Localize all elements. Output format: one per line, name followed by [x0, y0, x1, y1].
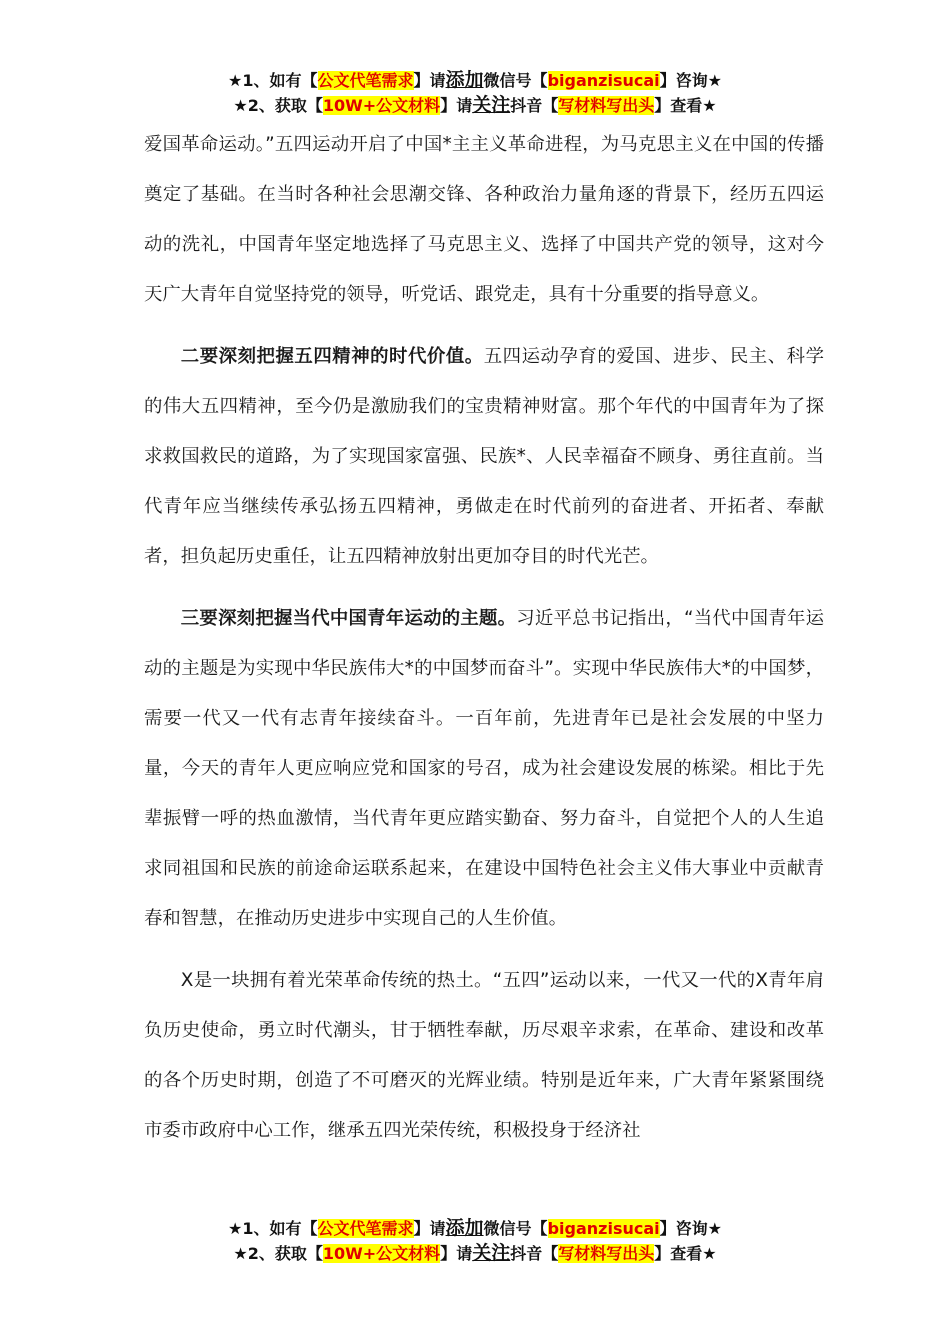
paragraph-2-text: 五四运动孕育的爱国、进步、民主、科学的伟大五四精神，至今仍是激励我们的宝贵精神财富。那个年代的中国青年为了探求救国救民的道路，为了实现国家富强、民族*、人民幸福奋不顾身、勇往直前。当代青年应当继续传承弘扬五四精神，勇做走在时代前列的奋进者、开拓者、奉献者，担负起历史重任，让五四精神放射出更加夺目的时代光芒。 — [144, 346, 824, 567]
emphasis-follow: 关注 — [472, 1242, 511, 1264]
paragraph-4: X是一块拥有着光荣革命传统的热土。“五四”运动以来，一代又一代的X青年肩负历史使命，勇立时代潮头，甘于牺牲奉献，历尽艰辛求索，在革命、建设和改革的各个历史时期，创造了不可磨灭的光辉业绩。特别是近年来，广大青年紧紧围绕市委市政府中心工作，继承五四光荣传统，积极投身于经济社 — [144, 970, 824, 1141]
header-banner — [0, 68, 950, 118]
paragraph-2-heading: 二要深刻把握五四精神的时代价值。 — [180, 346, 484, 367]
banner-text: ★2、获取【 — [233, 1244, 323, 1263]
paragraph-3-text: 习近平总书记指出，“当代中国青年运动的主题是为实现中华民族伟大*的中国梦而奋斗”。实现中华民族伟大*的中国梦，需要一代又一代有志青年接续奋斗。一百年前，先进青年已是社会发展的中坚力量，今天的青年人更应响应党和国家的号召，成为社会建设发展的栋梁。相比于先辈振臂一呼的热血激情，当代青年更应踏实勤奋、努力奋斗，自觉把个人的人生追求同祖国和民族的前途命运联系起来，在建设中国特色社会主义伟大事业中贡献青春和智慧，在推动历史进步中实现自己的人生价值。 — [144, 608, 824, 929]
emphasis-follow: 关注 — [472, 94, 511, 116]
paragraph-1: 爱国革命运动。”五四运动开启了中国*主主义革命进程，为马克思主义在中国的传播奠定了基础。在当时各种社会思潮交锋、各种政治力量角逐的背景下，经历五四运动的洗礼，中国青年坚定地选择了马克思主义、选择了中国共产党的领导，这对今天广大青年自觉坚持党的领导，听党话、跟党走，具有十分重要的指导意义。 — [144, 134, 824, 305]
emphasis-add: 添加 — [445, 1217, 484, 1239]
header-banner-line-1 — [0, 68, 950, 93]
highlight-ghostwriting: 公文代笔需求 — [317, 1219, 414, 1238]
paragraph-2 — [144, 332, 824, 582]
highlight-ghostwriting: 公文代笔需求 — [317, 71, 414, 90]
highlight-materials: 10W+公文材料 — [322, 96, 441, 115]
footer-banner-line-2 — [0, 1241, 950, 1266]
banner-text: ★1、如有【 — [228, 1219, 318, 1238]
banner-text: 】请 — [413, 71, 446, 90]
emphasis-add: 添加 — [445, 69, 484, 91]
paragraph-3-heading: 三要深刻把握当代中国青年运动的主题。 — [180, 608, 517, 629]
highlight-wechat-id: biganzisucai — [547, 1219, 660, 1238]
highlight-wechat-id: biganzisucai — [547, 71, 660, 90]
banner-text: 抖音【 — [510, 1244, 559, 1263]
footer-banner — [0, 1216, 950, 1266]
banner-text: 】请 — [440, 96, 473, 115]
footer-banner-line-1 — [0, 1216, 950, 1241]
banner-text: ★1、如有【 — [228, 71, 318, 90]
banner-text: 】请 — [440, 1244, 473, 1263]
banner-text: ★2、获取【 — [233, 96, 323, 115]
highlight-douyin-account: 写材料写出头 — [558, 96, 655, 115]
document-body — [144, 120, 824, 1156]
banner-text: 】查看★ — [654, 96, 717, 115]
highlight-materials: 10W+公文材料 — [322, 1244, 441, 1263]
banner-text: 】咨询★ — [659, 1219, 722, 1238]
banner-text: 】请 — [413, 1219, 446, 1238]
banner-text: 】咨询★ — [659, 71, 722, 90]
banner-text: 抖音【 — [510, 96, 559, 115]
banner-text: 微信号【 — [483, 1219, 548, 1238]
banner-text: 】查看★ — [654, 1244, 717, 1263]
highlight-douyin-account: 写材料写出头 — [558, 1244, 655, 1263]
banner-text: 微信号【 — [483, 71, 548, 90]
paragraph-3 — [144, 594, 824, 944]
header-banner-line-2 — [0, 93, 950, 118]
